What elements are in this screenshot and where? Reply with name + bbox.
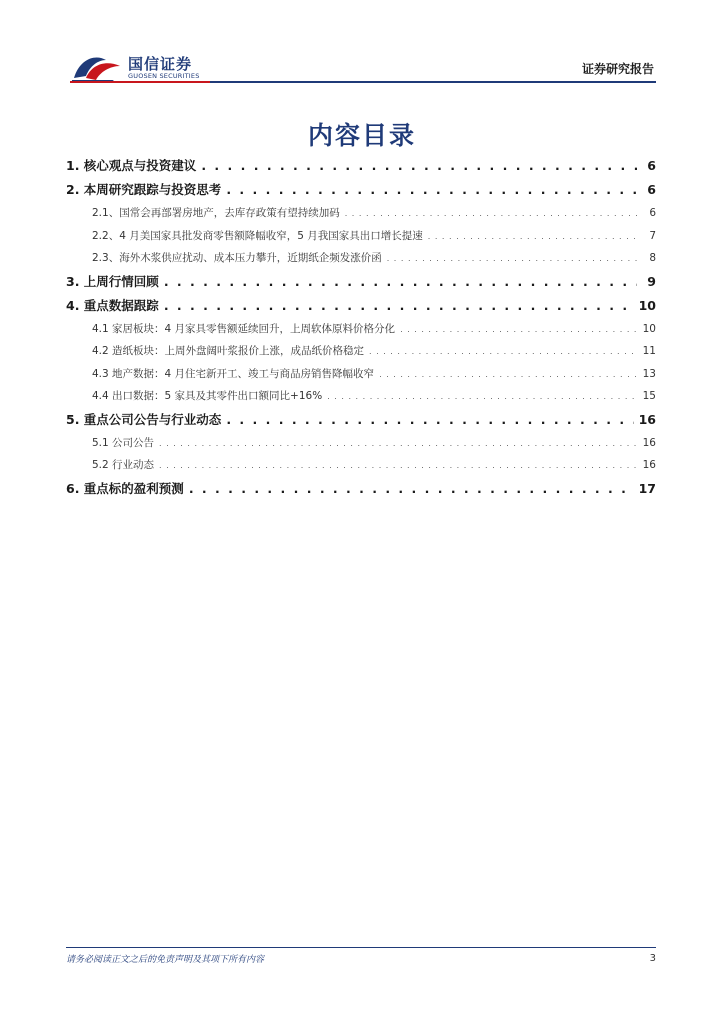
toc-entry-page: 17 — [638, 480, 656, 496]
report-type-label: 证券研究报告 — [581, 62, 654, 76]
footer-disclaimer: 请务必阅读正文之后的免责声明及其项下所有内容 — [66, 955, 265, 965]
toc-entry-title: 5. 重点公司公告与行业动态 — [66, 411, 222, 427]
toc-entry-page: 16 — [642, 436, 656, 449]
toc-entry-title: 3. 上周行情回顾 — [66, 273, 159, 289]
toc-dot-leader — [201, 154, 637, 178]
toc-entry-page: 10 — [638, 297, 656, 313]
toc-dot-leader — [226, 178, 637, 202]
logo-text-en: GUOSEN SECURITIES — [128, 72, 200, 80]
footer-divider — [66, 947, 656, 948]
toc-entry-5-1[interactable] — [66, 432, 656, 455]
toc-entry-page: 6 — [647, 158, 656, 173]
toc-entry-title: 4. 重点数据跟踪 — [66, 297, 159, 313]
toc-entry-title: 2. 本周研究跟踪与投资思考 — [66, 182, 222, 197]
toc-dot-leader — [159, 433, 637, 455]
toc-dot-leader — [164, 270, 637, 294]
toc-dot-leader — [226, 408, 633, 432]
header-divider-accent — [70, 81, 210, 83]
toc-entry-6[interactable] — [66, 477, 656, 501]
toc-entry-2-2[interactable] — [66, 225, 656, 248]
toc-title: 内容目录 — [307, 121, 416, 150]
toc-dot-leader — [400, 319, 637, 341]
toc-entry-title: 6. 重点标的盈利预测 — [66, 480, 184, 496]
toc-dot-leader — [164, 294, 634, 318]
toc-dot-leader — [159, 455, 637, 477]
toc-entry-page: 11 — [642, 345, 656, 357]
toc-entry-title: 2.2、4 月美国家具批发商零售额降幅收窄，5 月我国家具出口增长提速 — [92, 229, 423, 242]
toc-entry-1[interactable] — [66, 154, 656, 178]
toc-entry-4-4[interactable] — [66, 385, 656, 408]
toc-entry-4-1[interactable] — [66, 318, 656, 341]
toc-entry-5-2[interactable] — [66, 454, 656, 477]
toc-entry-page: 10 — [642, 322, 656, 335]
toc-dot-leader — [379, 364, 637, 386]
toc-entry-2[interactable] — [66, 178, 656, 202]
toc-entry-page: 16 — [638, 411, 656, 427]
toc-entry-page: 13 — [642, 367, 656, 380]
toc-entry-title: 5.1 公司公告 — [92, 436, 155, 449]
table-of-contents — [66, 154, 656, 501]
toc-entry-title: 4.1 家居板块：4 月家具零售额延续回升，上周软体原料价格分化 — [92, 322, 396, 335]
toc-dot-leader — [189, 477, 634, 501]
toc-entry-title: 1. 核心观点与投资建议 — [66, 158, 197, 173]
toc-dot-leader — [369, 341, 637, 363]
toc-entry-5[interactable] — [66, 408, 656, 432]
page-header — [0, 0, 724, 90]
toc-dot-leader — [345, 203, 637, 225]
toc-entry-title: 4.2 造纸板块：上周外盘阔叶浆报价上涨，成品纸价格稳定 — [92, 345, 365, 357]
toc-entry-page: 16 — [642, 459, 656, 471]
toc-dot-leader — [387, 248, 637, 270]
toc-entry-page: 8 — [649, 252, 656, 264]
toc-entry-3[interactable] — [66, 270, 656, 294]
toc-entry-title: 5.2 行业动态 — [92, 459, 155, 471]
toc-entry-title: 4.4 出口数据：5 家具及其零件出口额同比+16% — [92, 390, 323, 402]
toc-entry-title: 4.3 地产数据：4 月住宅新开工、竣工与商品房销售降幅收窄 — [92, 367, 375, 380]
toc-dot-leader — [327, 386, 637, 408]
toc-entry-page: 6 — [647, 182, 656, 197]
toc-entry-page: 6 — [649, 207, 656, 219]
page-number: 3 — [649, 953, 656, 964]
logo-text-cn: 国信证券 — [128, 55, 193, 73]
toc-entry-title: 2.1、国常会再部署房地产，去库存政策有望持续加码 — [92, 207, 340, 219]
toc-dot-leader — [428, 226, 637, 248]
toc-entry-2-3[interactable] — [66, 247, 656, 270]
toc-entry-page: 7 — [649, 229, 656, 242]
toc-entry-4-2[interactable] — [66, 340, 656, 363]
toc-entry-page: 9 — [647, 273, 656, 289]
toc-entry-4-3[interactable] — [66, 363, 656, 386]
toc-entry-4[interactable] — [66, 294, 656, 318]
toc-entry-title: 2.3、海外木浆供应扰动、成本压力攀升，近期纸企频发涨价函 — [92, 252, 382, 264]
toc-entry-2-1[interactable] — [66, 202, 656, 225]
toc-entry-page: 15 — [642, 390, 656, 402]
